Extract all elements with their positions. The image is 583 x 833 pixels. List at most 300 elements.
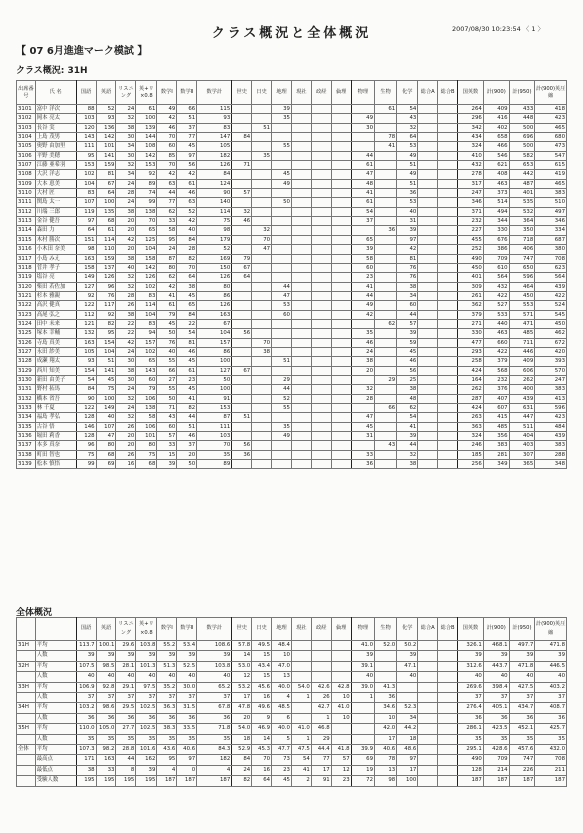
table-cell: [438, 133, 458, 142]
table-cell: 149: [96, 404, 116, 413]
table-cell: 41: [397, 422, 418, 431]
table-cell: [232, 310, 252, 319]
table-cell: [331, 114, 351, 123]
table-cell: 128: [76, 432, 96, 441]
table-cell: 40: [509, 672, 535, 682]
table-cell: 52: [197, 245, 232, 254]
table-row: [17, 375, 567, 384]
table-cell: 41.3: [375, 682, 397, 692]
table-cell: 3134: [17, 413, 36, 422]
column-header: 世史: [232, 81, 252, 105]
table-cell: 10: [331, 693, 351, 703]
table-cell: [418, 235, 438, 244]
table-cell: 35: [177, 734, 197, 744]
table-cell: [232, 151, 252, 160]
table-cell: 95: [157, 755, 177, 765]
table-cell: 53.2: [232, 682, 252, 692]
table-cell: 86: [197, 291, 232, 300]
table-cell: 43.6: [157, 745, 177, 755]
table-cell: 258: [458, 357, 484, 366]
table-cell: [418, 310, 438, 319]
table-cell: [331, 329, 351, 338]
column-header: 出席番号: [17, 81, 36, 105]
table-cell: 122: [76, 301, 96, 310]
table-cell: 100: [397, 776, 418, 786]
table-cell: 40: [76, 672, 96, 682]
table-cell: [375, 217, 397, 226]
table-cell: [438, 661, 458, 671]
table-cell: 34: [116, 170, 136, 179]
table-cell: [272, 123, 292, 132]
table-cell: [418, 693, 438, 703]
table-cell: [331, 366, 351, 375]
table-cell: 187: [509, 776, 535, 786]
table-cell: 杉本 雅親: [35, 291, 76, 300]
table-cell: 462: [535, 329, 567, 338]
table-cell: 264: [458, 105, 484, 114]
table-cell: [331, 291, 351, 300]
table-cell: [418, 170, 438, 179]
table-cell: 672: [535, 338, 567, 347]
table-cell: 24: [116, 198, 136, 207]
table-cell: 246: [458, 441, 484, 450]
table-cell: 51: [232, 413, 252, 422]
table-cell: 54: [397, 413, 418, 422]
table-cell: 317: [458, 179, 484, 188]
table-cell: 141: [96, 151, 116, 160]
table-cell: 51.3: [157, 661, 177, 671]
table-cell: 16: [252, 693, 272, 703]
table-cell: 96: [96, 282, 116, 291]
table-cell: [351, 375, 374, 384]
table-cell: [418, 366, 438, 375]
table-cell: 40: [397, 207, 418, 216]
table-cell: 108: [136, 142, 157, 151]
table-cell: 35: [197, 734, 232, 744]
table-cell: 70: [136, 217, 157, 226]
table-cell: [331, 432, 351, 441]
table-cell: [311, 651, 331, 661]
column-header: 生物: [375, 81, 397, 105]
table-cell: 37: [483, 693, 509, 703]
table-cell: 398.4: [483, 682, 509, 692]
table-cell: 39.9: [351, 745, 374, 755]
table-cell: 106.9: [76, 682, 96, 692]
table-cell: 30: [116, 133, 136, 142]
table-cell: 35: [136, 734, 157, 744]
table-cell: [418, 273, 438, 282]
table-cell: [418, 422, 438, 431]
table-cell: [375, 385, 397, 394]
table-cell: 187: [197, 776, 232, 786]
table-cell: [252, 404, 272, 413]
table-cell: 344: [483, 217, 509, 226]
table-cell: 104: [136, 310, 157, 319]
table-cell: 111: [197, 422, 232, 431]
table-cell: [418, 641, 438, 651]
table-cell: 45: [272, 776, 292, 786]
table-cell: [232, 142, 252, 151]
table-cell: 4: [157, 765, 177, 775]
table-cell: 47: [351, 170, 374, 179]
table-cell: 171: [76, 755, 96, 765]
table-cell: [17, 713, 36, 723]
table-cell: 271: [458, 319, 484, 328]
table-cell: 50: [272, 198, 292, 207]
table-cell: [272, 263, 292, 272]
table-cell: 66: [177, 105, 197, 114]
table-cell: 30.0: [177, 682, 197, 692]
table-cell: 49: [272, 179, 292, 188]
column-header: 国英数: [458, 81, 484, 105]
table-cell: 56: [397, 366, 418, 375]
table-cell: 450: [458, 263, 484, 272]
table-cell: 39: [96, 651, 116, 661]
table-cell: 497: [535, 207, 567, 216]
table-cell: [232, 282, 252, 291]
table-cell: 12: [331, 765, 351, 775]
table-cell: [375, 413, 397, 422]
table-cell: 104: [136, 245, 157, 254]
table-cell: 成瀬 翔太: [35, 357, 76, 366]
table-cell: 37: [116, 693, 136, 703]
table-cell: 376: [483, 385, 509, 394]
table-cell: [311, 105, 331, 114]
table-cell: 41: [351, 189, 374, 198]
table-cell: 83: [136, 291, 157, 300]
table-cell: 423: [535, 114, 567, 123]
table-cell: [397, 693, 418, 703]
table-cell: [272, 235, 292, 244]
table-cell: 408: [483, 170, 509, 179]
table-cell: [331, 724, 351, 734]
table-cell: [438, 682, 458, 692]
table-cell: 77: [157, 198, 177, 207]
column-header: 英語: [96, 81, 116, 105]
table-cell: 286.1: [458, 724, 484, 734]
column-header: [17, 618, 36, 641]
table-cell: 35: [252, 151, 272, 160]
column-header: 計(900): [483, 618, 509, 641]
table-cell: 477: [458, 338, 484, 347]
table-cell: 42: [157, 170, 177, 179]
table-cell: 718: [509, 235, 535, 244]
table-cell: [375, 123, 397, 132]
table-cell: 40: [177, 226, 197, 235]
table-cell: [232, 338, 252, 347]
table-cell: [438, 151, 458, 160]
table-cell: 52.3: [397, 703, 418, 713]
table-cell: 99: [76, 460, 96, 469]
table-cell: 471: [509, 319, 535, 328]
table-cell: [375, 273, 397, 282]
table-cell: [331, 226, 351, 235]
table-cell: 380: [535, 245, 567, 254]
table-cell: 420: [535, 347, 567, 356]
table-cell: 105: [197, 142, 232, 151]
table-cell: 64: [397, 133, 418, 142]
table-cell: 100: [197, 385, 232, 394]
table-cell: 53.0: [232, 661, 252, 671]
table-cell: [438, 366, 458, 375]
table-cell: 195: [136, 776, 157, 786]
table-cell: 46.9: [252, 724, 272, 734]
table-cell: 29: [375, 375, 397, 384]
table-cell: [438, 672, 458, 682]
table-cell: 104: [76, 179, 96, 188]
table-cell: 68: [96, 217, 116, 226]
table-cell: 487: [509, 179, 535, 188]
table-cell: [232, 301, 252, 310]
table-cell: [291, 123, 311, 132]
table-cell: 37: [351, 217, 374, 226]
table-cell: [331, 189, 351, 198]
table-cell: 98: [197, 226, 232, 235]
column-header: リスニング: [116, 81, 136, 105]
table-cell: [17, 755, 36, 765]
table-cell: [375, 282, 397, 291]
table-cell: 3132: [17, 394, 36, 403]
table-row: [17, 151, 567, 160]
table-cell: 126: [197, 161, 232, 170]
table-cell: [418, 404, 438, 413]
table-cell: [311, 254, 331, 263]
table-cell: 47.0: [272, 661, 292, 671]
table-cell: 187: [483, 776, 509, 786]
table-cell: 36: [136, 713, 157, 723]
table-cell: 553: [509, 301, 535, 310]
table-cell: [418, 133, 438, 142]
table-cell: 147: [197, 133, 232, 142]
column-header: 物理: [351, 81, 374, 105]
table-cell: [272, 226, 292, 235]
table-cell: 187: [458, 776, 484, 786]
table-cell: 43: [375, 441, 397, 450]
table-row: [17, 179, 567, 188]
table-cell: 39: [136, 651, 157, 661]
table-cell: 680: [535, 133, 567, 142]
table-cell: 61: [177, 179, 197, 188]
table-cell: 40: [116, 672, 136, 682]
table-cell: [438, 450, 458, 459]
table-cell: 82: [232, 776, 252, 786]
table-row: [17, 682, 567, 692]
table-cell: 401: [509, 189, 535, 198]
table-cell: 3111: [17, 198, 36, 207]
table-cell: 39: [397, 226, 418, 235]
table-cell: [438, 170, 458, 179]
table-cell: 70: [252, 755, 272, 765]
table-cell: [272, 366, 292, 375]
table-cell: 232: [483, 375, 509, 384]
column-header: [35, 618, 76, 641]
table-cell: 29: [272, 375, 292, 384]
table-cell: 90: [76, 394, 96, 403]
table-cell: [311, 217, 331, 226]
table-cell: 568: [483, 366, 509, 375]
table-cell: 20: [351, 366, 374, 375]
table-cell: 48.5: [272, 703, 292, 713]
table-cell: [331, 651, 351, 661]
table-cell: 24: [157, 245, 177, 254]
table-cell: 49: [397, 151, 418, 160]
table-cell: 10: [331, 713, 351, 723]
table-cell: [252, 198, 272, 207]
table-cell: 98.2: [96, 745, 116, 755]
table-cell: 88: [76, 105, 96, 114]
table-cell: 34: [397, 291, 418, 300]
table-cell: 60: [351, 263, 374, 272]
table-cell: 596: [535, 404, 567, 413]
table-cell: 35H: [17, 724, 36, 734]
column-header: 氏 名: [35, 81, 76, 105]
table-cell: 53: [397, 198, 418, 207]
table-cell: 61: [177, 366, 197, 375]
table-cell: [438, 207, 458, 216]
table-cell: 38: [397, 460, 418, 469]
table-cell: 60: [272, 310, 292, 319]
table-cell: 22: [177, 319, 197, 328]
table-cell: 463: [483, 179, 509, 188]
table-cell: 51: [252, 123, 272, 132]
table-cell: 54: [397, 105, 418, 114]
table-cell: [311, 338, 331, 347]
table-cell: 8: [116, 765, 136, 775]
table-cell: [272, 133, 292, 142]
table-cell: 51: [397, 179, 418, 188]
table-cell: 386: [483, 245, 509, 254]
table-cell: 24: [116, 105, 136, 114]
table-cell: 3112: [17, 207, 36, 216]
table-cell: 407: [483, 394, 509, 403]
table-cell: 98: [76, 245, 96, 254]
table-cell: [291, 273, 311, 282]
table-cell: 144: [136, 133, 157, 142]
table-cell: 50: [197, 375, 232, 384]
table-cell: 67: [96, 179, 116, 188]
table-cell: 61: [351, 198, 374, 207]
table-cell: [438, 713, 458, 723]
table-cell: 31.5: [177, 703, 197, 713]
table-cell: [351, 105, 374, 114]
table-cell: 24: [116, 179, 136, 188]
table-cell: 44: [351, 291, 374, 300]
table-cell: 247: [535, 375, 567, 384]
table-cell: 32: [116, 273, 136, 282]
table-cell: 696: [509, 133, 535, 142]
table-cell: [311, 460, 331, 469]
table-cell: [351, 713, 374, 723]
table-cell: 465: [535, 123, 567, 132]
table-cell: 571: [509, 310, 535, 319]
table-cell: 330: [458, 329, 484, 338]
table-cell: 126: [197, 301, 232, 310]
table-cell: 432: [483, 282, 509, 291]
table-cell: [331, 254, 351, 263]
table-cell: [252, 207, 272, 216]
table-cell: 53: [272, 301, 292, 310]
table-cell: 187: [535, 776, 567, 786]
table-cell: [272, 319, 292, 328]
table-cell: 35: [483, 734, 509, 744]
table-cell: 塩谷 亮: [35, 273, 76, 282]
table-cell: [375, 394, 397, 403]
table-cell: [252, 189, 272, 198]
table-cell: 127: [197, 366, 232, 375]
table-cell: 425.7: [535, 724, 567, 734]
table-cell: 40.6: [177, 745, 197, 755]
table-cell: [291, 413, 311, 422]
table-cell: [418, 755, 438, 765]
table-cell: 747: [509, 254, 535, 263]
table-cell: 71: [232, 161, 252, 170]
table-cell: 38: [397, 282, 418, 291]
table-cell: [438, 291, 458, 300]
table-cell: [311, 347, 331, 356]
table-cell: 100.1: [96, 641, 116, 651]
table-cell: 37: [157, 693, 177, 703]
table-cell: 288: [535, 450, 567, 459]
table-cell: 159: [96, 254, 116, 263]
table-row: [17, 301, 567, 310]
table-cell: 379: [483, 357, 509, 366]
table-cell: 3137: [17, 441, 36, 450]
table-row: [17, 357, 567, 366]
table-cell: 422: [483, 291, 509, 300]
table-cell: 46: [351, 338, 374, 347]
table-cell: [311, 273, 331, 282]
table-cell: [438, 282, 458, 291]
table-cell: 3128: [17, 357, 36, 366]
column-header: 数学Ⅱ: [177, 618, 197, 641]
table-cell: 182: [197, 151, 232, 160]
table-cell: 687: [535, 235, 567, 244]
table-cell: 92.8: [96, 682, 116, 692]
column-header: 計(900): [483, 81, 509, 105]
table-cell: 59: [397, 338, 418, 347]
table-cell: 3118: [17, 263, 36, 272]
table-cell: 平野 美穂: [35, 151, 76, 160]
table-cell: 83: [197, 123, 232, 132]
table-cell: 74: [136, 189, 157, 198]
table-cell: 47: [96, 432, 116, 441]
table-cell: [375, 672, 397, 682]
table-cell: 150: [197, 263, 232, 272]
column-header: 国語: [76, 81, 96, 105]
table-cell: 41: [177, 394, 197, 403]
table-cell: [252, 142, 272, 151]
table-cell: 45: [272, 170, 292, 179]
table-cell: 107: [96, 422, 116, 431]
table-cell: [418, 651, 438, 661]
table-row: [17, 651, 567, 661]
table-cell: 40: [96, 413, 116, 422]
table-cell: 平均: [35, 724, 76, 734]
table-cell: [291, 357, 311, 366]
table-cell: [291, 151, 311, 160]
table-cell: 3108: [17, 170, 36, 179]
table-cell: 20: [116, 217, 136, 226]
table-cell: 79: [136, 385, 157, 394]
table-cell: [438, 357, 458, 366]
table-cell: [418, 189, 438, 198]
table-cell: [311, 366, 331, 375]
table-cell: 37: [177, 693, 197, 703]
table-cell: 38.3: [157, 724, 177, 734]
table-cell: 52.9: [232, 745, 252, 755]
table-cell: [438, 641, 458, 651]
table-cell: 69: [96, 460, 116, 469]
